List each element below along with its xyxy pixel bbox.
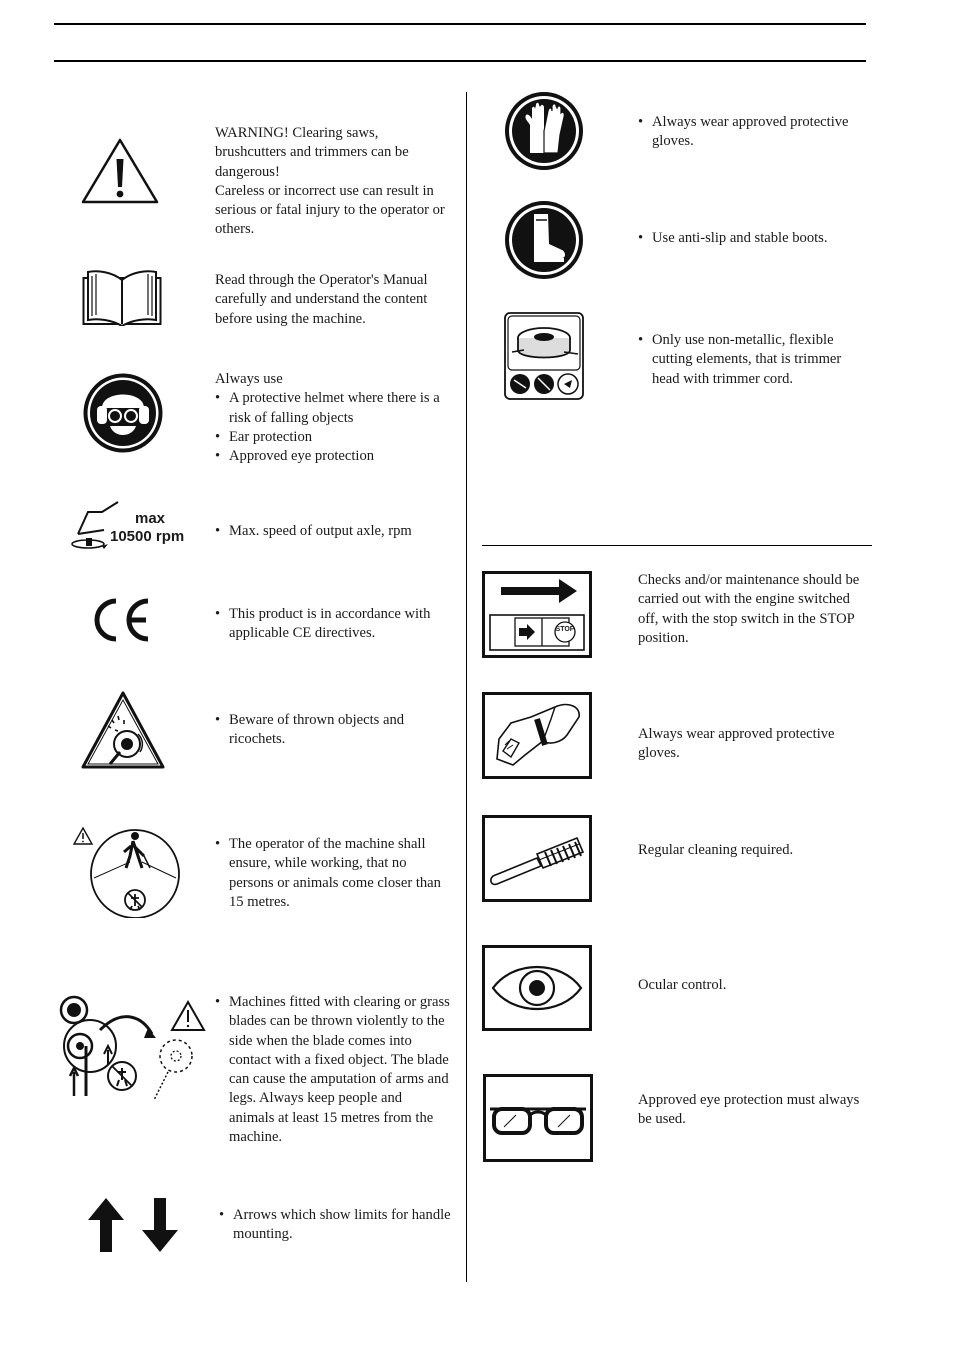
cleaning-brush-icon xyxy=(482,815,592,902)
thrown-objects-warning-icon xyxy=(80,690,166,770)
ce-item: • This product is in accordance with applicable CE directives. xyxy=(215,605,451,644)
helmet-ear-eye-protection-icon xyxy=(82,372,164,454)
thrown-text xyxy=(215,711,451,750)
stop-label: STOP xyxy=(555,626,575,633)
ce-mark-icon xyxy=(86,597,154,643)
protection-item: • A protective helmet where there is a risk of falling objects xyxy=(215,389,451,428)
trimmer-head-icon xyxy=(504,312,584,400)
distance-item: • The operator of the machine shall ensure, while working, that no persons or animals come closer than 15 metres. xyxy=(215,835,451,912)
protective-boots-icon xyxy=(504,200,584,280)
max-speed-icon xyxy=(68,500,200,555)
warning-line: Careless or incorrect use can result in serious or fatal injury to the operator or others. xyxy=(215,182,445,238)
trimmer-head-text xyxy=(638,331,868,389)
blade-thrust-text xyxy=(215,993,451,1147)
column-divider xyxy=(466,92,467,1282)
stop-switch-text: Checks and/or maintenance should be carried out with the engine switched off, with the stop switch in the STOP position. xyxy=(638,572,860,646)
maintenance-gloves-icon xyxy=(482,692,592,779)
ce-text xyxy=(215,605,451,644)
section-divider xyxy=(482,545,872,546)
header-rule-bottom xyxy=(54,60,866,62)
gloves-item: • Always wear approved protective gloves. xyxy=(638,113,868,152)
blade-thrust-item: • Machines fitted with clearing or grass blades can be thrown violently to the side when the blade comes into contact with a fixed object. The blade can cause the amputation of arms and legs. Always keep people and animals at least 15 metres from the machine. xyxy=(215,993,451,1147)
distance-text xyxy=(215,835,451,912)
boots-item: • Use anti-slip and stable boots. xyxy=(638,229,868,248)
blade-thrust-warning-icon xyxy=(52,994,212,1106)
gloves-text xyxy=(638,113,868,152)
thrown-item: • Beware of thrown objects and ricochets. xyxy=(215,711,451,750)
protection-intro: Always use xyxy=(215,371,283,387)
protection-item: • Ear protection xyxy=(215,428,451,447)
cleaning-text: Regular cleaning required. xyxy=(638,842,794,858)
ocular-text: Ocular control. xyxy=(638,977,727,993)
protection-item: • Approved eye protection xyxy=(215,447,451,466)
protection-list xyxy=(215,389,451,466)
warning-text xyxy=(215,124,451,240)
speed-text xyxy=(215,522,451,541)
warning-triangle-icon xyxy=(80,137,160,205)
rpm-label: 10500 rpm xyxy=(110,528,185,545)
arrows-text xyxy=(219,1206,451,1245)
protection-text xyxy=(215,370,451,466)
warning-line: WARNING! Clearing saws, brushcutters and trimmers can be dangerous! xyxy=(215,125,409,180)
maintenance-gloves-text: Always wear approved protective gloves. xyxy=(638,726,835,762)
header-rule-top xyxy=(54,23,866,25)
manual-book-icon xyxy=(82,268,162,326)
speed-item: • Max. speed of output axle, rpm xyxy=(215,522,451,541)
ocular-control-eye-icon xyxy=(482,945,592,1031)
safety-distance-icon xyxy=(72,822,184,918)
arrows-item: • Arrows which show limits for handle mounting. xyxy=(219,1206,451,1245)
max-label: max xyxy=(135,510,166,527)
protective-gloves-icon xyxy=(504,91,584,171)
trimmer-head-item: • Only use non-metallic, flexible cutting elements, that is trimmer head with trimmer cord. xyxy=(638,331,868,389)
eye-protection-text: Approved eye protection must always be used. xyxy=(638,1092,860,1128)
eye-protection-glasses-icon xyxy=(483,1074,593,1162)
stop-switch-icon xyxy=(482,571,592,658)
boots-text xyxy=(638,229,868,248)
manual-text: Read through the Operator's Manual carefully and understand the content before using the machine. xyxy=(215,272,428,327)
handle-limit-arrows-icon xyxy=(88,1198,184,1252)
